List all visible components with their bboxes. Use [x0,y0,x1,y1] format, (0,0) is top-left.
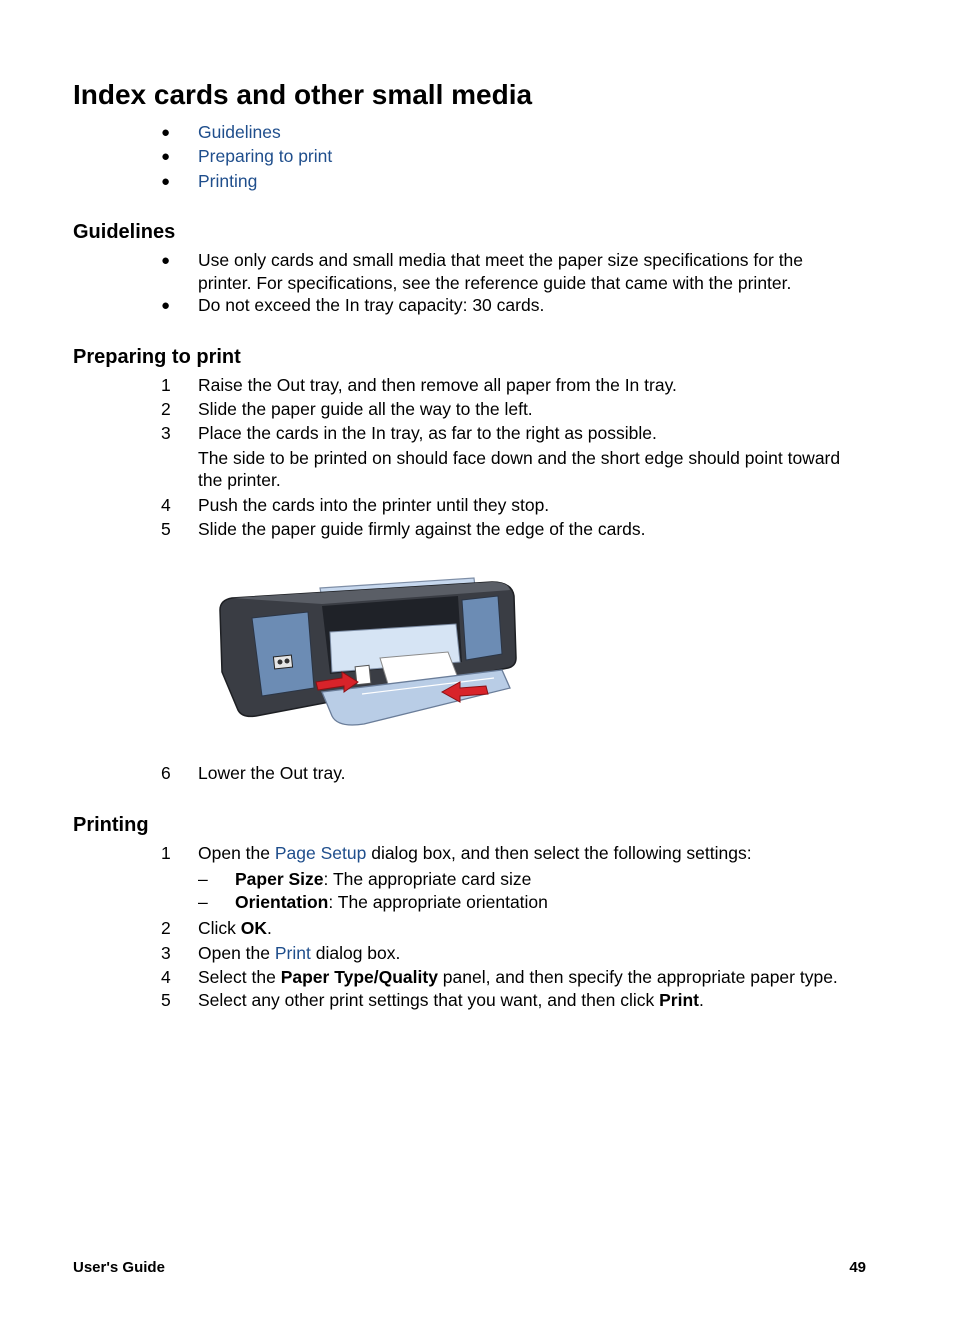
step-number: 3 [161,943,171,963]
setting-value: : The appropriate card size [323,869,532,889]
step-note-line: The side to be printed on should face down and the short edge should point toward [198,448,841,468]
page-setup-link[interactable]: Page Setup [274,843,367,863]
footer-title: User's Guide [73,1259,165,1276]
toc-link-preparing[interactable]: Preparing to print [198,146,333,166]
step-text [198,966,838,989]
step-text [198,842,752,865]
step-text: Slide the paper guide firmly against the edge of the cards. [198,519,646,539]
step-text [198,942,400,965]
step-note-line: the printer. [198,470,281,490]
step-number: 1 [161,843,171,863]
step-text: Lower the Out tray. [198,763,346,783]
step-text-part: Open the [198,943,275,963]
step-text [198,989,704,1012]
step-text-part: . [698,990,704,1010]
page-number: 49 [849,1259,866,1276]
bullet-icon: ● [161,252,171,269]
step-number: 4 [161,495,171,515]
step-text-part: Open the [198,843,275,863]
step-number: 2 [161,918,171,938]
section-heading-guidelines: Guidelines [73,221,176,243]
step-text [198,917,272,940]
bullet-icon: ● [161,297,171,314]
setting-item [235,891,548,914]
toc-link-printing[interactable]: Printing [198,171,258,191]
setting-name: Orientation [235,892,329,912]
section-heading-printing: Printing [73,814,149,836]
dash-marker: – [198,892,208,912]
guideline-item-line: printer. For specifications, see the reference guide that came with the printer. [198,273,792,293]
printer-illustration [212,570,530,730]
step-number: 2 [161,399,171,419]
step-text-bold: Paper Type/Quality [280,967,438,987]
toc-link-guidelines[interactable]: Guidelines [198,122,281,142]
step-text-part: Select the [198,967,281,987]
guideline-item: Do not exceed the In tray capacity: 30 cards. [198,295,545,315]
step-text-bold: Print [659,990,699,1010]
step-text-part: Click [198,918,241,938]
step-number: 6 [161,763,171,783]
dash-marker: – [198,869,208,889]
bullet-icon: ● [161,148,171,165]
section-heading-preparing: Preparing to print [73,346,241,368]
setting-name: Paper Size [235,869,324,889]
step-text: Raise the Out tray, and then remove all paper from the In tray. [198,375,677,395]
step-number: 5 [161,990,171,1010]
step-text-part: panel, and then specify the appropriate paper type. [437,967,838,987]
step-number: 1 [161,375,171,395]
step-number: 5 [161,519,171,539]
page-title: Index cards and other small media [73,79,533,110]
print-link[interactable]: Print [274,943,311,963]
step-text-bold: OK [240,918,268,938]
step-text-part: dialog box, and then select the following settings: [366,843,752,863]
setting-value: : The appropriate orientation [328,892,548,912]
guideline-item-line: Use only cards and small media that meet the paper size specifications for the [198,250,804,270]
step-text: Place the cards in the In tray, as far to the right as possible. [198,423,657,443]
step-text: Slide the paper guide all the way to the left. [198,399,533,419]
step-text-part: . [267,918,272,938]
bullet-icon: ● [161,124,171,141]
step-number: 4 [161,967,171,987]
step-text-part: Select any other print settings that you want, and then click [198,990,660,1010]
step-text: Push the cards into the printer until they stop. [198,495,550,515]
step-text-part: dialog box. [310,943,401,963]
step-number: 3 [161,423,171,443]
setting-item [235,868,531,891]
bullet-icon: ● [161,173,171,190]
